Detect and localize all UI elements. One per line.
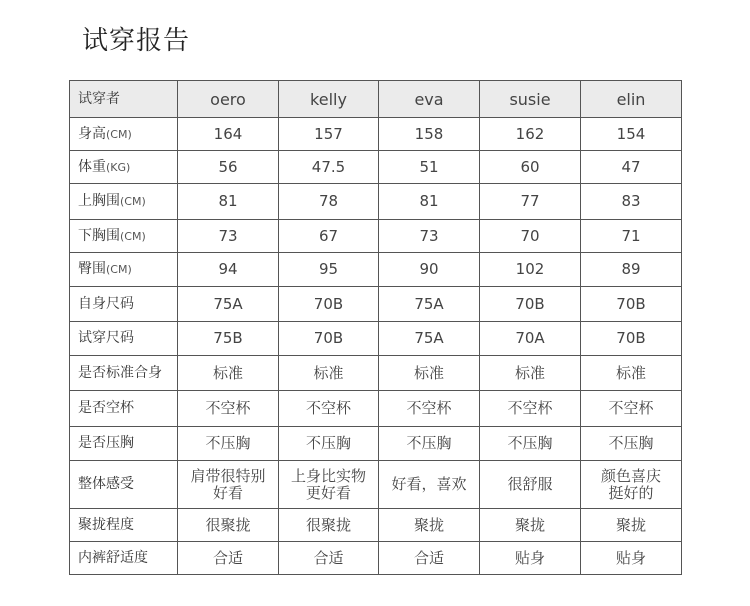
table-cell: 标准	[279, 356, 379, 391]
table-cell: 标准	[581, 356, 682, 391]
row-label	[70, 391, 178, 427]
header-row	[70, 81, 682, 118]
row-label	[70, 220, 178, 253]
row-unit: (CM)	[106, 263, 132, 276]
row-label	[70, 356, 178, 391]
row-label	[70, 184, 178, 220]
table-cell: 好看，喜欢	[379, 461, 480, 509]
table-cell: 81	[379, 184, 480, 220]
row-label-text: 臀围	[78, 261, 106, 277]
table-cell: 不压胸	[480, 427, 581, 461]
row-label	[70, 509, 178, 542]
table-cell: 很聚拢	[178, 509, 279, 542]
table-cell: 不空杯	[581, 391, 682, 427]
table-cell: 157	[279, 118, 379, 151]
row-label-text: 上胸围	[78, 193, 120, 209]
table-row	[70, 287, 682, 322]
row-label-text: 体重	[78, 158, 106, 175]
table-cell: 47	[581, 151, 682, 184]
table-cell: 60	[480, 151, 581, 184]
table-cell: 95	[279, 253, 379, 287]
table-row	[70, 391, 682, 427]
header-label: 试穿者	[70, 81, 178, 118]
table-cell: 71	[581, 220, 682, 253]
table-cell: 标准	[480, 356, 581, 391]
table-cell: 70B	[581, 287, 682, 322]
table-cell: 聚拢	[581, 509, 682, 542]
table-cell: 很聚拢	[279, 509, 379, 542]
table-cell: 贴身	[581, 542, 682, 575]
table-cell: 56	[178, 151, 279, 184]
table-cell: 73	[379, 220, 480, 253]
row-label	[70, 461, 178, 509]
row-unit: (KG)	[106, 160, 131, 174]
table-cell: 102	[480, 253, 581, 287]
row-label-text: 整体感受	[78, 476, 134, 492]
table-cell: 78	[279, 184, 379, 220]
table-cell: 不空杯	[279, 391, 379, 427]
table-cell: 上身比实物 更好看	[279, 461, 379, 509]
table-cell: 很舒服	[480, 461, 581, 509]
row-unit: (CM)	[106, 127, 132, 141]
try-on-report-table	[69, 80, 682, 575]
tester-name: susie	[480, 81, 581, 118]
row-label	[70, 118, 178, 151]
row-label-text: 自身尺码	[78, 295, 134, 312]
row-label-text: 试穿尺码	[78, 330, 134, 346]
table-row	[70, 253, 682, 287]
table-row	[70, 356, 682, 391]
table-cell: 不空杯	[178, 391, 279, 427]
table-cell: 77	[480, 184, 581, 220]
table-cell: 70B	[279, 287, 379, 322]
table-cell: 75B	[178, 322, 279, 356]
row-label-text: 身高	[78, 125, 106, 142]
table-cell: 158	[379, 118, 480, 151]
table-cell: 75A	[178, 287, 279, 322]
table-cell: 聚拢	[480, 509, 581, 542]
row-label	[70, 151, 178, 184]
table-cell: 81	[178, 184, 279, 220]
table-cell: 73	[178, 220, 279, 253]
page-title: 试穿报告	[82, 26, 191, 56]
tester-name: oero	[178, 81, 279, 118]
row-label-text: 内裤舒适度	[78, 549, 148, 566]
table-cell: 不压胸	[379, 427, 480, 461]
table-cell: 聚拢	[379, 509, 480, 542]
table-cell: 164	[178, 118, 279, 151]
table-cell: 67	[279, 220, 379, 253]
table-cell: 75A	[379, 322, 480, 356]
table-cell: 颜色喜庆 挺好的	[581, 461, 682, 509]
tester-name: elin	[581, 81, 682, 118]
table-cell: 70B	[279, 322, 379, 356]
table-cell: 47.5	[279, 151, 379, 184]
table-row	[70, 509, 682, 542]
table-row	[70, 220, 682, 253]
table-cell: 90	[379, 253, 480, 287]
table-cell: 154	[581, 118, 682, 151]
row-label-text: 是否标准合身	[78, 364, 162, 381]
table-cell: 94	[178, 253, 279, 287]
table-cell: 89	[581, 253, 682, 287]
row-label	[70, 287, 178, 322]
table-cell: 合适	[279, 542, 379, 575]
table-row	[70, 184, 682, 220]
row-label	[70, 322, 178, 356]
table-cell: 不空杯	[379, 391, 480, 427]
table-cell: 标准	[379, 356, 480, 391]
table-cell: 75A	[379, 287, 480, 322]
table-cell: 70B	[581, 322, 682, 356]
table-cell: 肩带很特别 好看	[178, 461, 279, 509]
table-row	[70, 118, 682, 151]
table-cell: 不压胸	[279, 427, 379, 461]
row-label-text: 聚拢程度	[78, 516, 134, 533]
table-cell: 83	[581, 184, 682, 220]
table-cell: 不空杯	[480, 391, 581, 427]
table-cell: 贴身	[480, 542, 581, 575]
table-row	[70, 322, 682, 356]
table-cell: 合适	[379, 542, 480, 575]
row-label	[70, 253, 178, 287]
table-cell: 70A	[480, 322, 581, 356]
tester-name: kelly	[279, 81, 379, 118]
table-row	[70, 151, 682, 184]
table-cell: 不压胸	[581, 427, 682, 461]
table-cell: 70	[480, 220, 581, 253]
table-row	[70, 461, 682, 509]
row-label-text: 下胸围	[78, 227, 120, 244]
table-row	[70, 542, 682, 575]
table-cell: 合适	[178, 542, 279, 575]
table-cell: 70B	[480, 287, 581, 322]
row-label-text: 是否压胸	[78, 435, 134, 451]
report-table-body	[70, 81, 682, 575]
table-row	[70, 427, 682, 461]
table-cell: 不压胸	[178, 427, 279, 461]
row-label	[70, 542, 178, 575]
row-unit: (CM)	[120, 229, 146, 243]
table-cell: 162	[480, 118, 581, 151]
row-unit: (CM)	[120, 195, 146, 208]
row-label-text: 是否空杯	[78, 400, 134, 416]
table-cell: 标准	[178, 356, 279, 391]
tester-name: eva	[379, 81, 480, 118]
row-label	[70, 427, 178, 461]
table-cell: 51	[379, 151, 480, 184]
